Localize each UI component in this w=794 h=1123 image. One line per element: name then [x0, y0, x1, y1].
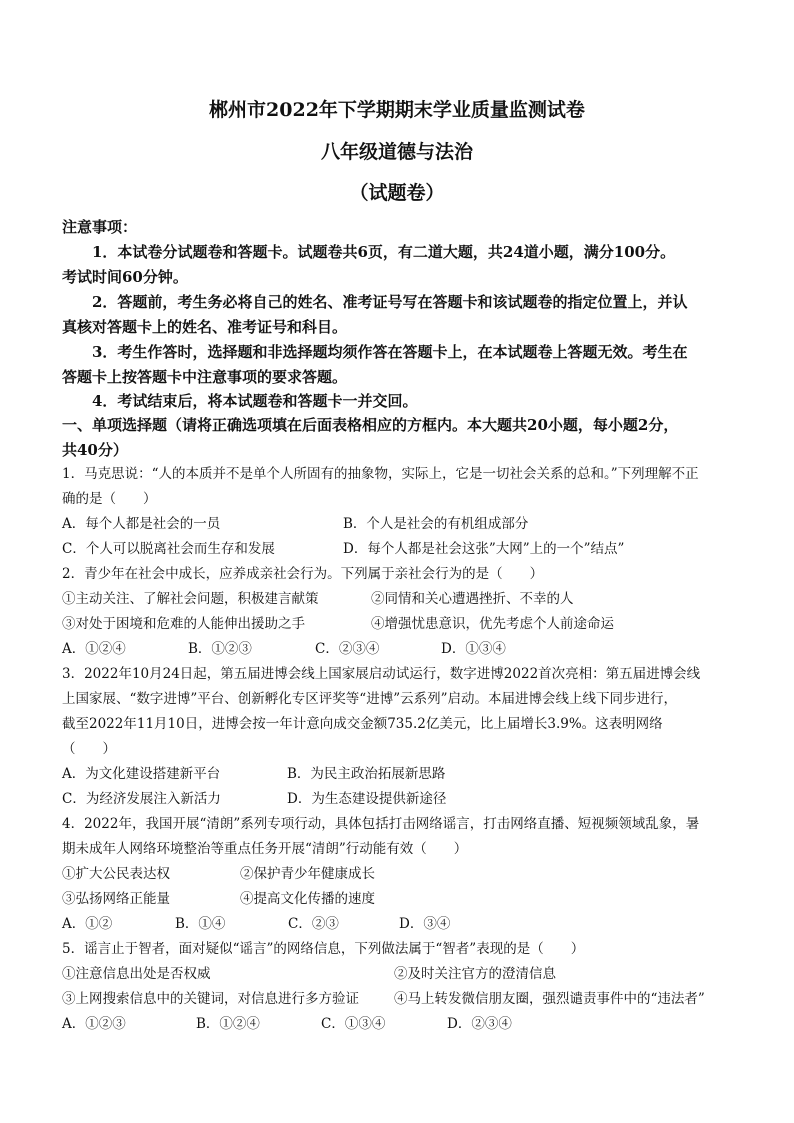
statement-item: ①主动关注、了解社会问题，积极建言献策 [62, 591, 319, 607]
option-b: B．为民主政治拓展新思路 [287, 766, 446, 782]
statement-item: ②同情和关心遭遇挫折、不幸的人 [371, 591, 574, 607]
option-b: B．个人是社会的有机组成部分 [343, 516, 529, 532]
option-d: D．②③④ [447, 1016, 512, 1032]
subject-title: 八年级道德与法治 [320, 141, 473, 163]
note-line: 答题卡上按答题卡中注意事项的要求答题。 [62, 368, 348, 386]
statement-item: ②保护青少年健康成长 [240, 866, 375, 882]
option-b: B．①④ [175, 916, 226, 932]
option-c: C．②③④ [315, 641, 380, 657]
statement-item: ④增强忧患意识，优先考虑个人前途命运 [371, 616, 614, 632]
option-d: D．①③④ [441, 641, 506, 657]
question-stem: 1．马克思说：“人的本质并不是单个人所固有的抽象物，实际上，它是一切社会关系的总和。”下列理解不正 [62, 466, 699, 482]
note-line: 考试时间60分钟。 [62, 268, 188, 286]
question-stem: 5．谣言止于智者，面对疑似“谣言”的网络信息，下列做法属于“智者”表现的是（ ） [62, 941, 585, 957]
option-d: D．每个人都是社会这张”大网”上的一个”结点” [343, 541, 625, 557]
option-c: C．②③ [288, 916, 339, 932]
option-c: C．①③④ [321, 1016, 386, 1032]
statement-item: ①扩大公民表达权 [62, 866, 170, 882]
question-stem: 确的是（ ） [62, 491, 157, 507]
option-c: C．个人可以脱离社会而生存和发展 [62, 541, 275, 557]
question-stem: 期未成年人网络环境整治等重点任务开展“清朗”行动能有效（ ） [62, 841, 468, 857]
option-a: A．每个人都是社会的一员 [62, 516, 221, 532]
question-stem: 4．2022年，我国开展“清朗”系列专项行动，具体包括打击网络谣言，打击网络直播、短视频领域乱象，暑 [62, 816, 700, 832]
option-b: B．①②③ [188, 641, 252, 657]
option-a: A．①②④ [62, 641, 126, 657]
question-stem: 3．2022年10月24日起，第五届进博会线上国家展启动试运行，数字进博2022首次亮相：第五届进博会线 [62, 666, 701, 682]
option-c: C．为经济发展注入新活力 [62, 791, 221, 807]
option-a: A．①②③ [62, 1016, 126, 1032]
question-stem: （ ） [62, 741, 116, 757]
note-line: 3．考生作答时，选择题和非选择题均须作答在答题卡上，在本试题卷上答题无效。考生在 [92, 343, 688, 361]
exam-title: 郴州市2022年下学期期末学业质量监测试卷 [209, 99, 585, 121]
option-d: D．③④ [399, 916, 451, 932]
statement-item: ③对处于困境和危难的人能伸出援助之手 [62, 616, 305, 632]
question-stem: 2．青少年在社会中成长，应养成亲社会行为。下列属于亲社会行为的是（ ） [62, 566, 544, 582]
statement-item: ④马上转发微信朋友圈，强烈谴责事件中的“违法者” [394, 991, 705, 1007]
option-b: B．①②④ [196, 1016, 260, 1032]
section-heading: 一、单项选择题（请将正确选项填在后面表格相应的方框内。本大题共20小题，每小题2分， [62, 416, 679, 434]
statement-item: ②及时关注官方的澄清信息 [394, 966, 556, 982]
question-stem: 截至2022年11月10日，进博会按一年计意向成交金额735.2亿美元，比上届增长3.9%。这表明网络 [62, 716, 663, 732]
note-line: 4．考试结束后，将本试题卷和答题卡一并交回。 [92, 392, 418, 410]
note-line: 真核对答题卡上的姓名、准考证号和科目。 [62, 318, 348, 336]
statement-item: ③上网搜索信息中的关键词，对信息进行多方验证 [62, 991, 359, 1007]
notes-heading: 注意事项： [62, 218, 138, 236]
statement-item: ③弘扬网络正能量 [62, 891, 170, 907]
statement-item: ①注意信息出处是否权威 [62, 966, 211, 982]
option-d: D．为生态建设提供新途径 [287, 791, 447, 807]
option-a: A．为文化建设搭建新平台 [62, 766, 221, 782]
statement-item: ④提高文化传播的速度 [240, 891, 375, 907]
question-stem: 上国家展、“数字进博”平台、创新孵化专区评奖等“进博”云系列”启动。本届进博会线上线下同步进行， [62, 691, 678, 707]
section-heading: 共40分） [62, 441, 128, 459]
option-a: A．①② [62, 916, 113, 932]
paper-type-label: （试题卷） [349, 182, 445, 204]
note-line: 1．本试卷分试题卷和答题卡。试题卷共6页，有二道大题，共24道小题，满分100分。 [92, 243, 676, 261]
note-line: 2．答题前，考生务必将自己的姓名、准考证号写在答题卡和该试题卷的指定位置上，并认 [92, 293, 688, 311]
